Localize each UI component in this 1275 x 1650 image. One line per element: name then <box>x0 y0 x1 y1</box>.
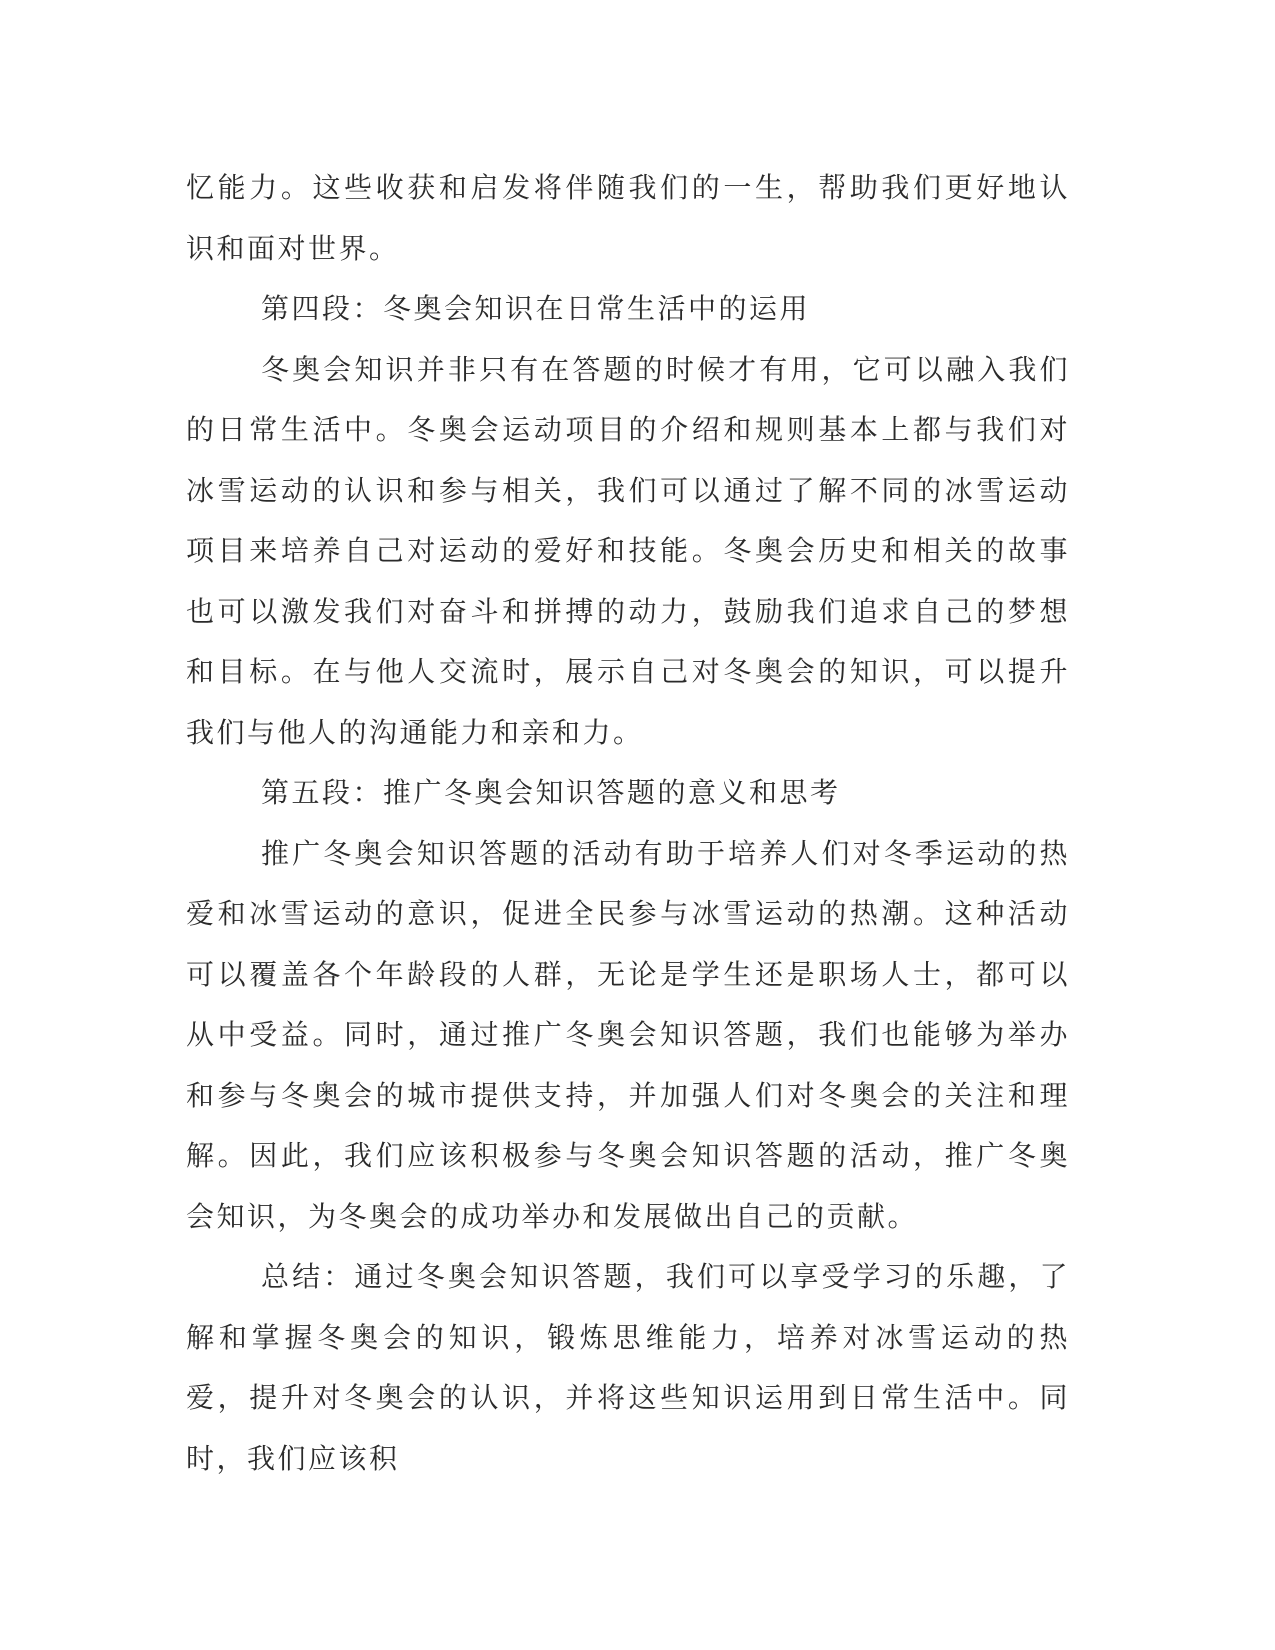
paragraph-continuation: 忆能力。这些收获和启发将伴随我们的一生，帮助我们更好地认识和面对世界。 <box>186 171 1070 265</box>
section-heading-5: 第五段：推广冬奥会知识答题的意义和思考 <box>261 776 841 809</box>
section-heading-4: 第四段：冬奥会知识在日常生活中的运用 <box>261 292 811 325</box>
document-body <box>186 158 1070 1489</box>
paragraph-section-4-body: 冬奥会知识并非只有在答题的时候才有用，它可以融入我们的日常生活中。冬奥会运动项目的介绍和规则基本上都与我们对冰雪运动的认识和参与相关，我们可以通过了解不同的冰雪运动项目来培养自己对运动的爱好和技能。冬奥会历史和相关的故事也可以激发我们对奋斗和拼搏的动力，鼓励我们追求自己的梦想和目标。在与他人交流时，展示自己对冬奥会的知识，可以提升我们与他人的沟通能力和亲和力。 <box>186 352 1070 749</box>
paragraph-summary: 总结：通过冬奥会知识答题，我们可以享受学习的乐趣，了解和掌握冬奥会的知识，锻炼思维能力，培养对冰雪运动的热爱，提升对冬奥会的认识，并将这些知识运用到日常生活中。同时，我们应该积 <box>186 1260 1070 1475</box>
paragraph-section-5-body: 推广冬奥会知识答题的活动有助于培养人们对冬季运动的热爱和冰雪运动的意识，促进全民参与冰雪运动的热潮。这种活动可以覆盖各个年龄段的人群，无论是学生还是职场人士，都可以从中受益。同时，通过推广冬奥会知识答题，我们也能够为举办和参与冬奥会的城市提供支持，并加强人们对冬奥会的关注和理解。因此，我们应该积极参与冬奥会知识答题的活动，推广冬奥会知识，为冬奥会的成功举办和发展做出自己的贡献。 <box>186 836 1070 1233</box>
